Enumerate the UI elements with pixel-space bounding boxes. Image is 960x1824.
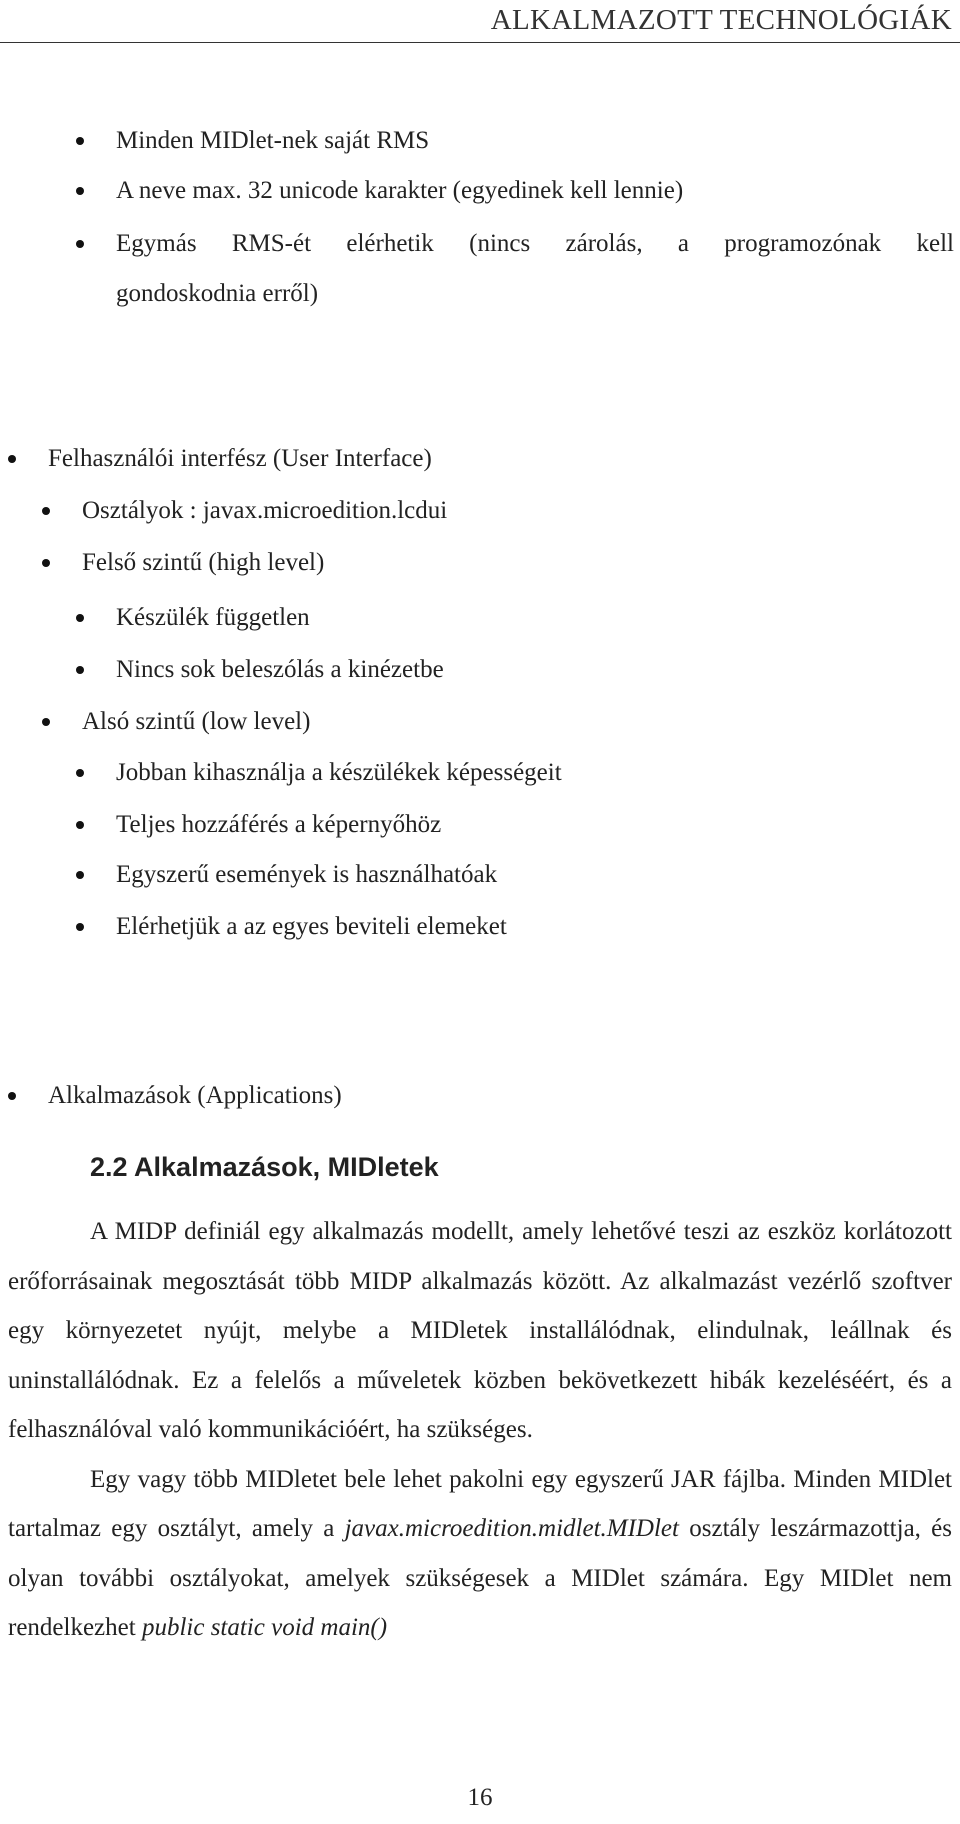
bullet-icon (76, 871, 84, 879)
list-item-high-level: Felső szintű (high level) (82, 549, 325, 576)
bullet-icon (42, 718, 50, 726)
section-heading: 2.2 Alkalmazások, MIDletek (90, 1152, 439, 1182)
paragraph: A MIDP definiál egy alkalmazás modellt, amely lehetővé teszi az eszköz korlátozott erőforrásainak megosztását több MIDP alkalmazás között. Az alkalmazást vezérlő szoftver egy környezetet nyújt, melybe a MIDletek installálódnak, elindulnak, leállnak és uninstallálódnak. Ez a felelős a műveletek közben bekövetkezett hibák kezeléséért, és a felhasználóval való kommunikációért, ha szükséges. (8, 1218, 952, 1443)
list-item-apps: Alkalmazások (Applications) (48, 1082, 342, 1109)
list-item: Jobban kihasználja a készülékek képességeit (116, 759, 562, 786)
running-header (0, 0, 960, 43)
bullet-icon (76, 187, 84, 195)
list-item: Minden MIDlet-nek saját RMS (116, 127, 430, 154)
bullet-icon (8, 455, 16, 463)
list-item: Egymás RMS-ét elérhetik (nincs zárolás, a programozónak kell (116, 230, 954, 257)
bullet-icon (76, 666, 84, 674)
list-item: A neve max. 32 unicode karakter (egyedinek kell lennie) (116, 177, 684, 204)
bullet-icon (42, 507, 50, 515)
bullet-icon (8, 1092, 16, 1100)
bullet-icon (42, 559, 50, 567)
bullet-icon (76, 240, 84, 248)
list-item-classes: Osztályok : javax.microedition.lcdui (82, 497, 448, 524)
bullet-icon (76, 769, 84, 777)
paragraph: Egy vagy több MIDletet bele lehet pakolni egy egyszerű JAR fájlba. Minden MIDlet tartalmaz egy osztályt, amely a javax.microedition.midlet.MIDlet osztály leszármazottja, és olyan további osztályokat, amelyek szükségesek a MIDlet számára. Egy MIDlet nem rendelkezhet public static void main() (8, 1465, 953, 1641)
bullet-icon (76, 821, 84, 829)
method-signature-italic: public static void main() (141, 1614, 388, 1641)
list-item: Készülék független (116, 604, 310, 631)
list-item-low-level: Alsó szintű (low level) (82, 708, 311, 735)
list-item-ui: Felhasználói interfész (User Interface) (48, 445, 432, 472)
bullet-icon (76, 614, 84, 622)
body-paragraphs (8, 1207, 952, 1653)
class-name-italic: javax.microedition.midlet.MIDlet (344, 1515, 679, 1542)
list-item: Elérhetjük a az egyes beviteli elemeket (116, 913, 507, 940)
list-item: Nincs sok beleszólás a kinézetbe (116, 656, 444, 683)
list-item: Teljes hozzáférés a képernyőhöz (116, 811, 442, 838)
list-item-continuation: gondoskodnia erről) (116, 280, 319, 307)
header-title: ALKALMAZOTT TECHNOLÓGIÁK (490, 4, 952, 36)
bullet-icon (76, 923, 84, 931)
bullet-icon (76, 137, 84, 145)
page-number: 16 (467, 1784, 493, 1811)
list-item: Egyszerű események is használhatóak (116, 861, 498, 888)
